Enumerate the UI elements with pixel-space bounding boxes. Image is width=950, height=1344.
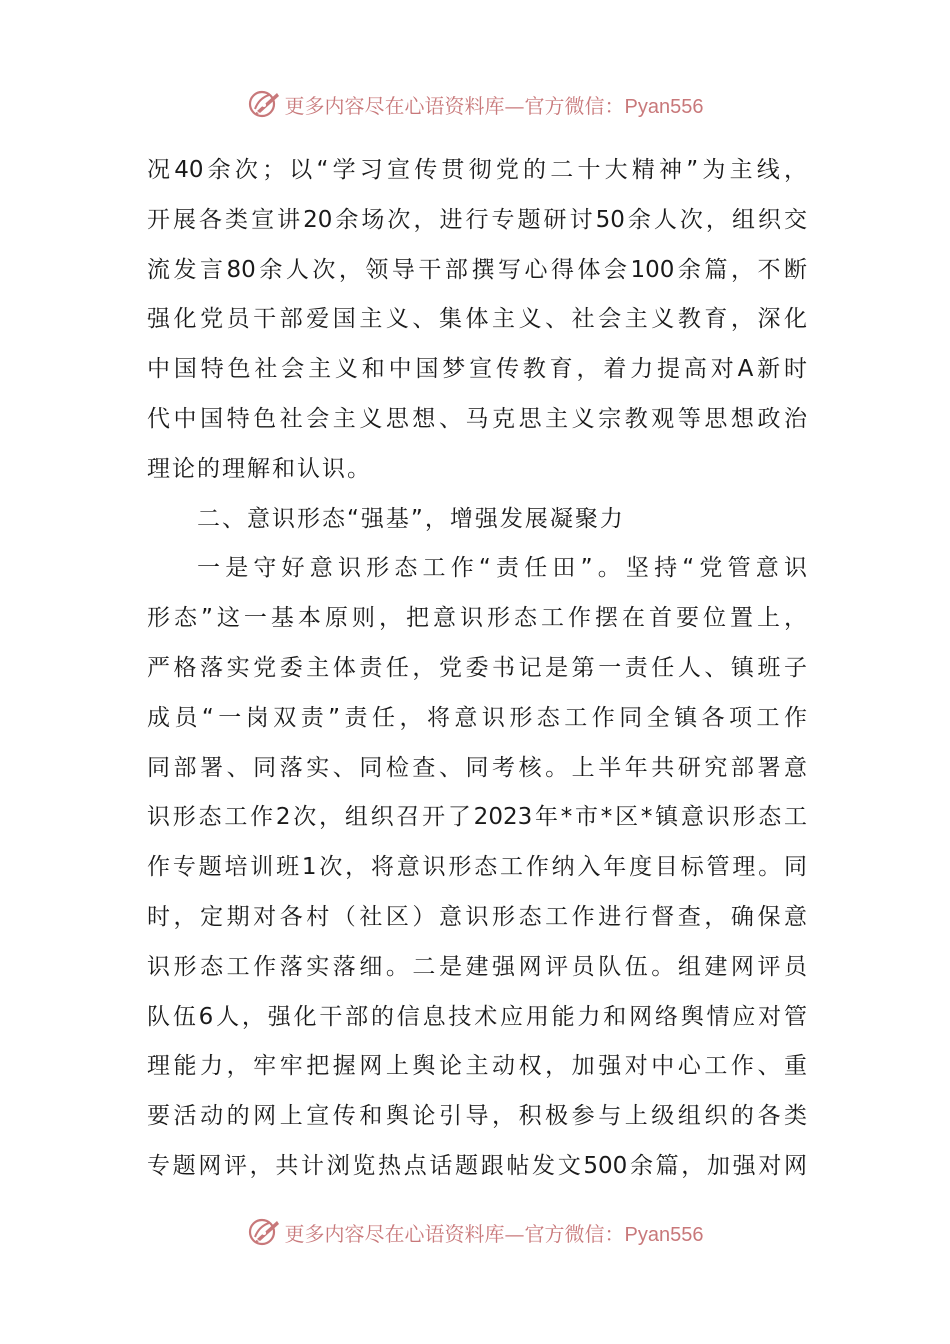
text-line: 代中国特色社会主义思想、马克思主义宗教观等思想政治 — [147, 405, 807, 432]
text-line: 成员“一岗双责”责任，将意识形态工作同全镇各项工作 — [147, 704, 807, 731]
text-line: 中国特色社会主义和中国梦宣传教育，着力提高对A新时 — [147, 356, 807, 383]
pen-logo-icon — [247, 87, 281, 121]
text-line: 流发言80余人次，领导干部撰写心得体会100余篇，不断 — [147, 256, 807, 283]
header-banner-text: 更多内容尽在心语资料库—官方微信：Pyan556 — [284, 93, 704, 118]
text-line: 开展各类宣讲20余场次，进行专题研讨50余人次，组织交 — [147, 206, 807, 233]
text-line: 一是守好意识形态工作“责任田”。坚持“党管意识 — [197, 555, 807, 582]
text-line: 严格落实党委主体责任，党委书记是第一责任人、镇班子 — [147, 654, 807, 681]
text-line: 时，定期对各村（社区）意识形态工作进行督查，确保意 — [147, 903, 807, 930]
section-heading: 二、意识形态“强基”，增强发展凝聚力 — [197, 505, 625, 532]
header-wechat-id: Pyan556 — [624, 95, 704, 118]
text-line: 专题网评，共计浏览热点话题跟帖发文500余篇，加强对网 — [147, 1152, 807, 1179]
pen-logo-icon — [247, 1215, 281, 1249]
text-line: 况40余次；以“学习宣传贯彻党的二十大精神”为主线， — [147, 157, 807, 183]
header-banner-content — [247, 87, 704, 121]
body-text — [147, 146, 807, 1192]
text-line: 作专题培训班1次，将意识形态工作纳入年度目标管理。同 — [147, 854, 807, 881]
header-banner — [0, 84, 950, 124]
footer-banner — [0, 1212, 950, 1252]
text-line: 队伍6人，强化干部的信息技术应用能力和网络舆情应对管 — [147, 1003, 807, 1030]
footer-banner-text: 更多内容尽在心语资料库—官方微信：Pyan556 — [284, 1221, 704, 1246]
text-line: 理能力，牢牢把握网上舆论主动权，加强对中心工作、重 — [147, 1053, 807, 1080]
text-line: 形态”这一基本原则，把意识形态工作摆在首要位置上， — [147, 605, 807, 632]
text-line: 要活动的网上宣传和舆论引导，积极参与上级组织的各类 — [147, 1103, 807, 1130]
text-line: 同部署、同落实、同检查、同考核。上半年共研究部署意 — [147, 754, 807, 781]
footer-wechat-id: Pyan556 — [624, 1223, 704, 1246]
footer-banner-content — [247, 1215, 704, 1249]
text-line: 理论的理解和认识。 — [147, 455, 372, 482]
text-line: 识形态工作落实落细。二是建强网评员队伍。组建网评员 — [147, 953, 807, 980]
text-line: 识形态工作2次，组织召开了2023年*市*区*镇意识形态工 — [147, 804, 807, 831]
text-line: 强化党员干部爱国主义、集体主义、社会主义教育，深化 — [147, 306, 807, 333]
